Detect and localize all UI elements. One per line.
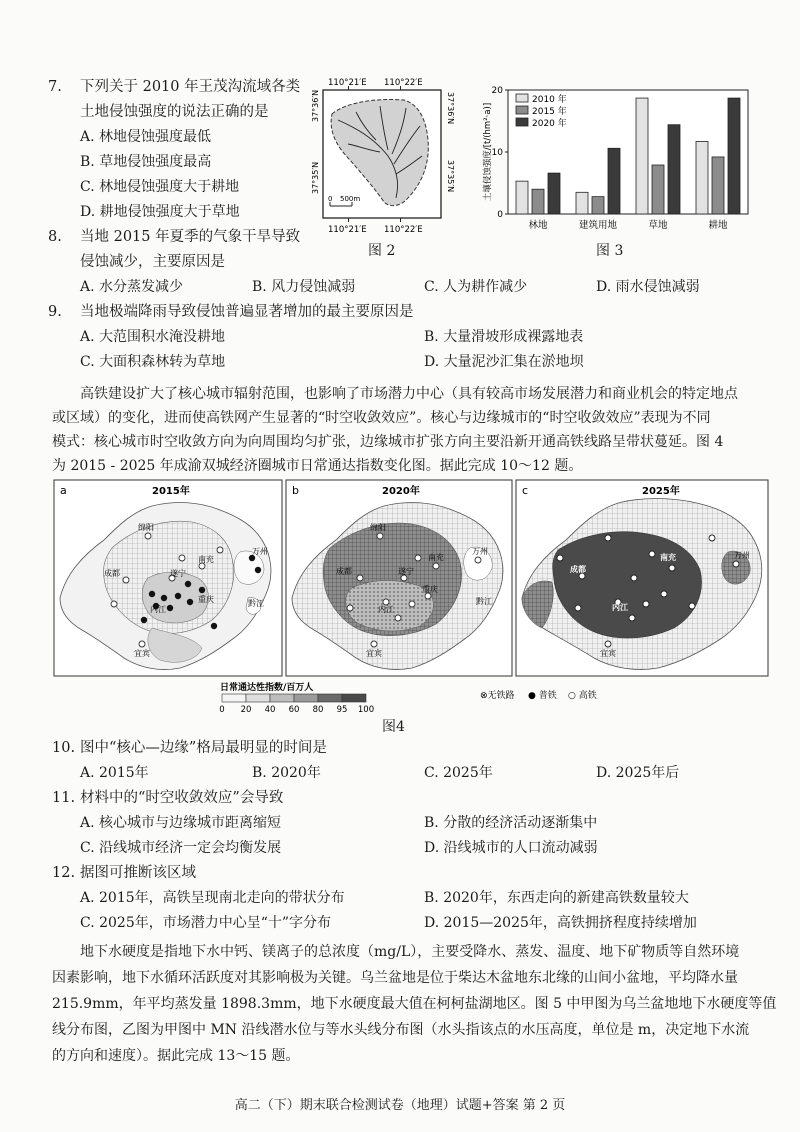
passage2-line4: 线分布图，乙图为甲图中 MN 沿线潜水位与等水头线分布图（水头指该点的水压高度，单位是 m，决定地下水流: [52, 1022, 750, 1038]
legend-title: 日常通达性指数/百万人: [220, 683, 314, 693]
legend-tick-label: 60: [288, 705, 300, 715]
passage1-line2: 或区域）的变化，进而使高铁网产生显著的“时空收敛效应”。核心与边缘城市的“时空收敛效应”表现为不同: [52, 410, 711, 426]
legend-color-box: [294, 694, 318, 702]
x-category-label: 耕地: [708, 220, 728, 231]
panel-letter-b: b: [292, 484, 299, 497]
q10-option-b: B. 2020年: [252, 765, 321, 781]
q8-stem-line2: 侵蚀减少，主要原因是: [80, 254, 225, 270]
y-tick-label: 10: [491, 148, 503, 158]
legend-color-box: [270, 694, 294, 702]
q12-stem: 据图可推断该区域: [80, 865, 196, 881]
city-neijiang: 内江: [150, 605, 166, 614]
legend-label: 2020 年: [532, 119, 567, 129]
city-wanzhou-2025: 万州: [734, 551, 750, 560]
right-lat-1: 37°36′N: [446, 92, 455, 125]
city-chongqing-2020: 重庆: [422, 585, 438, 594]
city-chengdu: 成都: [104, 569, 120, 578]
figure2-caption: 图 2: [368, 243, 396, 259]
q7-option-c: C. 林地侵蚀强度大于耕地: [80, 179, 240, 195]
q7-stem-line1: 下列关于 2010 年王茂沟流域各类: [80, 79, 301, 95]
y-tick-label: 0: [497, 210, 503, 220]
bar-2-2: [592, 197, 604, 214]
marker-no-railway: ⊗无铁路: [480, 691, 515, 701]
q8-option-a: A. 水分蒸发减少: [80, 279, 184, 295]
right-lat-2: 37°35′N: [446, 160, 455, 193]
q10-stem: 图中“核心—边缘”格局最明显的时间是: [80, 740, 327, 756]
q11-stem: 材料中的“时空收敛效应”会导致: [80, 790, 284, 806]
city-mianyang: 绵阳: [138, 523, 154, 532]
passage1-line4: 为 2015 - 2025 年成渝双城经济圈城市日常通达指数变化图。据此完成 10～12 题。: [52, 458, 583, 474]
city-wanzhou: 万州: [252, 547, 268, 556]
q8-option-b: B. 风力侵蚀减弱: [252, 279, 356, 295]
q10-option-d: D. 2025年后: [596, 765, 680, 781]
bar-1-4: [696, 141, 708, 214]
q11-option-c: C. 沿线城市经济一定会均衡发展: [80, 840, 282, 856]
accessibility-legend: [219, 681, 374, 715]
legend-label: 2015 年: [532, 107, 567, 117]
city-nanchong-2025: 南充: [660, 553, 676, 562]
passage1-line1: 高铁建设扩大了核心城市辐射范围，也影响了市场潜力中心（具有较高市场发展潜力和商业机会的特定地点: [80, 386, 738, 402]
city-mianyang-2020: 绵阳: [370, 523, 386, 532]
city-yibin-2025: 宜宾: [600, 649, 616, 658]
panel-year-2020: 2020年: [382, 486, 420, 497]
q12-option-c: C. 2025年，市场潜力中心呈“十”字分布: [80, 915, 332, 931]
legend-tick-label: 80: [312, 705, 324, 715]
map-panel-2025: [516, 480, 768, 676]
bar-3-2: [608, 148, 620, 214]
legend-color-box: [222, 694, 246, 702]
legend-tick-label: 40: [264, 705, 276, 715]
q12-option-b: B. 2020年，东西走向的新建高铁数量较大: [424, 890, 689, 906]
panel-letter-a: a: [60, 484, 67, 497]
bottom-lon-2: 110°22′E: [384, 225, 423, 235]
q7-option-b: B. 草地侵蚀强度最高: [80, 154, 212, 170]
q9-option-c: C. 大面积森林转为草地: [80, 354, 226, 370]
map-panel-2015: [54, 480, 282, 676]
marker-normal-railway: ● 普铁: [528, 691, 557, 701]
q10-option-a: A. 2015年: [80, 765, 149, 781]
legend-color-box: [342, 694, 366, 702]
legend-swatch: [516, 118, 528, 126]
passage2-line5: 的方向和速度）。据此完成 13～15 题。: [52, 1048, 300, 1064]
bottom-lon-1: 110°21′E: [328, 225, 367, 235]
legend-color-box: [246, 694, 270, 702]
passage2-line3: 215.9mm，年平均蒸发量 1898.3mm，地下水硬度最大值在柯柯盐湖地区。图 5 中甲图为乌兰盆地地下水硬度等值: [52, 996, 777, 1012]
y-axis-label: 土壤侵蚀强度/[t/(hm²·a)]: [483, 102, 493, 202]
q11-option-d: D. 沿线城市的人口流动减弱: [424, 840, 598, 856]
q10-number: 10.: [52, 740, 76, 756]
city-suining-2020: 遂宁: [398, 567, 414, 576]
q9-number: 9.: [48, 304, 62, 320]
q7-stem-line2: 土地侵蚀强度的说法正确的是: [80, 104, 269, 120]
marker-high-speed-railway: ○ 高铁: [568, 691, 597, 701]
top-lon-2: 110°22′E: [384, 78, 423, 88]
city-nanchong: 南充: [198, 555, 214, 564]
bar-2-3: [652, 165, 664, 214]
q11-option-a: A. 核心城市与边缘城市距离缩短: [80, 815, 282, 831]
q9-option-a: A. 大范围积水淹没耕地: [80, 329, 226, 345]
figure3-erosion-bar-chart: [468, 76, 760, 242]
figure2-watershed-map: [296, 74, 460, 246]
city-nanchong-2020: 南充: [428, 553, 444, 562]
city-yibin: 宜宾: [134, 649, 150, 658]
q8-number: 8.: [48, 229, 62, 245]
q12-option-a: A. 2015年，高铁呈现南北走向的带状分布: [80, 890, 345, 906]
legend-label: 2010 年: [532, 95, 567, 105]
top-lon-1: 110°21′E: [328, 78, 367, 88]
q11-option-b: B. 分散的经济活动逐渐集中: [424, 815, 598, 831]
bar-3-4: [728, 98, 740, 214]
bar-1-3: [636, 98, 648, 214]
q12-option-d: D. 2015—2025年，高铁拥挤程度持续增加: [424, 915, 697, 931]
bar-3-1: [548, 173, 560, 214]
city-chengdu-2020: 成都: [336, 567, 352, 576]
q11-number: 11.: [52, 790, 76, 806]
q7-option-d: D. 耕地侵蚀强度大于草地: [80, 204, 240, 220]
city-wanzhou-2020: 万州: [472, 547, 488, 556]
figure4-caption: 图4: [382, 719, 405, 735]
city-chengdu-2025: 成都: [570, 565, 586, 574]
city-qianjiang-2020: 黔江: [476, 597, 492, 606]
figure3-caption: 图 3: [596, 243, 624, 259]
q12-number: 12.: [52, 865, 76, 881]
bar-2-4: [712, 157, 724, 214]
city-neijiang-2025: 内江: [612, 603, 628, 612]
q10-option-c: C. 2025年: [424, 765, 493, 781]
bar-3-3: [668, 125, 680, 214]
map-panel-2020: [286, 480, 512, 676]
legend-swatch: [516, 106, 528, 114]
bar-1-2: [576, 192, 588, 214]
bar-2-1: [532, 189, 544, 214]
legend-tick-label: 20: [240, 705, 252, 715]
scale-zero: 0: [328, 195, 333, 203]
figure4-accessibility-maps: [52, 478, 772, 728]
passage1-line3: 模式：核心城市时空收敛方向为向周围均匀扩张，边缘城市扩张方向主要沿新开通高铁线路呈带状蔓延。图 4: [52, 434, 724, 450]
city-neijiang-2020: 内江: [378, 605, 394, 614]
q9-option-b: B. 大量滑坡形成裸露地表: [424, 329, 584, 345]
city-chongqing: 重庆: [198, 595, 214, 604]
y-tick-label: 20: [491, 86, 503, 96]
x-category-label: 林地: [528, 220, 548, 231]
q8-stem-line1: 当地 2015 年夏季的气象干旱导致: [80, 229, 301, 245]
bar-1-1: [516, 181, 528, 214]
scale-500m: 500m: [340, 195, 361, 203]
legend-tick-label: 95: [336, 705, 348, 715]
city-yibin-2020: 宜宾: [366, 649, 382, 658]
city-qianjiang: 黔江: [248, 599, 264, 608]
passage2-line1: 地下水硬度是指地下水中钙、镁离子的总浓度（mg/L），主要受降水、蒸发、温度、地下矿物质等自然环境: [80, 944, 740, 960]
q7-option-a: A. 林地侵蚀强度最低: [80, 129, 212, 145]
panel-year-2025: 2025年: [642, 486, 680, 497]
page-footer: 高二（下）期末联合检测试卷（地理）试题+答案 第 2 页: [234, 1098, 566, 1113]
q9-option-d: D. 大量泥沙汇集在淤地坝: [424, 354, 584, 370]
panel-letter-c: c: [522, 484, 529, 497]
city-suining: 遂宁: [170, 569, 186, 578]
legend-tick-label: 100: [357, 705, 375, 715]
q9-stem: 当地极端降雨导致侵蚀普遍显著增加的最主要原因是: [80, 304, 414, 320]
q7-number: 7.: [48, 79, 62, 95]
panel-year-2015: 2015年: [152, 486, 190, 497]
q8-option-d: D. 雨水侵蚀减弱: [596, 279, 700, 295]
left-lat-2: 37°35′N: [311, 161, 320, 194]
legend-color-box: [318, 694, 342, 702]
legend-tick-label: 0: [219, 705, 225, 715]
legend-swatch: [516, 94, 528, 102]
x-category-label: 草地: [648, 220, 668, 231]
x-category-label: 建筑用地: [578, 220, 618, 231]
left-lat-1: 37°36′N: [311, 89, 320, 122]
passage2-line2: 因素影响，地下水循环活跃度对其影响极为关键。乌兰盆地是位于柴达木盆地东北缘的山间小盆地，平均降水量: [52, 970, 738, 986]
q8-option-c: C. 人为耕作减少: [424, 279, 528, 295]
